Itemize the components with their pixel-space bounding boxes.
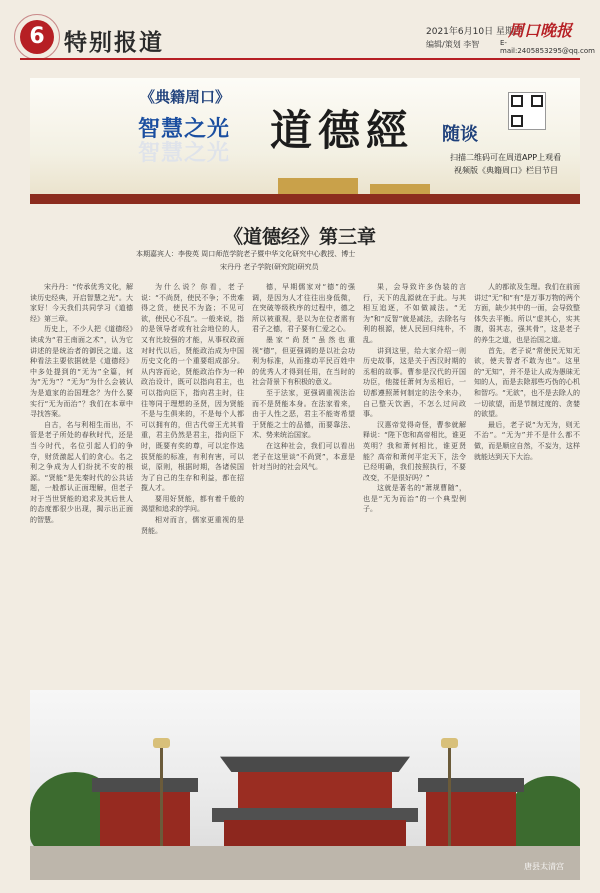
article-column-1	[30, 282, 133, 678]
article-title: 《道德经》第三章	[223, 226, 376, 248]
page-header	[0, 0, 600, 70]
column-banner	[30, 78, 580, 204]
issue-date: 2021年6月10日 星期四	[426, 27, 523, 37]
header-rule	[20, 58, 580, 60]
newspaper-logo: 周口晚报	[508, 21, 573, 40]
banner-scan-hint-1: 扫描二维码可在周道APP上观看	[450, 153, 562, 162]
side-hall-illustration	[100, 790, 190, 846]
paragraph: 自古，名与利相生而出，不管是老子所处的春秋时代，还是当今时代，名位引起人们的争夺，财货激起人们的贪心。名之利之争成为人们纷扰不安的根源。“贤能”是先秦时代的公共话题，一般都认正面理解，但老子对于当世贤能的追求及其后世人的态度都很少出现，揭示出正面的智慧。	[30, 420, 133, 525]
paragraph: 至于法家，更强调重视法治而不是贤能本身。在法家看来，由于人性之恶，君主不能寄希望于贤能之士的品德，而要靠法、术、势来统治国家。	[252, 388, 355, 440]
main-hall-illustration	[220, 750, 410, 846]
page-number-badge: 6	[20, 20, 54, 54]
paragraph: 历史上，不少人把《道德经》读成为“君王南面之术”，认为它讲述的是统治者的御民之道。这种看法主要依据就是《道德经》中多处提到的“无为”全篇，何为“无为”？“无为”为什么会被认为是道家的治国理念？为什么要实行“无为而治”？我们在本章中寻找答案。	[30, 325, 133, 419]
article-body	[30, 282, 580, 678]
paragraph: 相对而言，儒家更重视的是贤能。	[141, 516, 244, 535]
paragraph: 墨家“尚贤”虽然也重视“德”，但更强调的是以社会功利为标准，从而推动平民百姓中的优秀人才得到任用，在当时的社会背景下有积极的意义。	[252, 335, 355, 387]
article-author-line: 本期嘉宾人：李俊英 周口师范学院老子暨中华文化研究中心教授、博士	[136, 250, 356, 258]
courtyard-ground	[30, 846, 580, 880]
paragraph: 首先，老子说“常使民无知无欲，使夫智者不敢为也”。这里的“无知”，并不是让人成为愚昧无知的人，而是去除那些巧伪的心机和智巧。“无欲”，也不是去除人的一切欲望，而是节制过度的、贪婪的欲望。	[474, 346, 580, 419]
article-column-4	[363, 282, 466, 678]
paragraph: 为什么说？你看，老子说：“不尚贤，使民不争；不贵难得之货，使民不为盗；不见可欲，使民心不乱”。一般来说，指的是领导者或有社会地位的人，又有比较强的才能，从事权政面对时代以后，贤能政治成为中国历史文化的一个重要组成部分。从内容而论，贤能政治作为一种政治设计，既可以指向君主，也可以指向臣下，指向君主时，往往等同于理想的圣贤，因为贤能不是与生俱来的，不是每个人都可以拥有的，但古代帝王尤其看重，君主仍然是君主，指向臣下时，既要有奖的尊，可以定作选拔贤能的标准，有利有害，可以说，原则，根据时期，各诸侯国为了自己的生存和利益，都在招揽人才。	[141, 283, 244, 493]
banner-tao-te-ching-title: 道德經	[270, 106, 415, 155]
temple-photo	[30, 690, 580, 880]
side-hall-illustration	[426, 790, 516, 846]
editor-credits: 编辑/策划 李智	[426, 40, 480, 49]
banner-scan-hint-2: 视频版《典籍周口》栏目节目	[454, 166, 558, 175]
paragraph: 果，会导致许多伪装的言行，天下的乱源就在于此。与其相互追逐，不如做减法。“无为”和“反智”就是减法，去除名与利的根源，使人民回归纯朴，不乱。	[363, 283, 466, 344]
banner-smart-light: 智慧之光	[138, 117, 231, 142]
article-author-line: 宋丹丹 老子学院(研究院)研究员	[220, 263, 319, 271]
article-column-2	[141, 282, 244, 678]
paragraph: 在这种社会，我们可以看出老子在这里谈“不尚贤”，本意是针对当时的社会风气。	[252, 441, 355, 472]
paragraph: 讲到这里，给大家介绍一则历史故事，这是关于西汉时期的丞相的故事。曹参是汉代的开国功臣，他接任萧何为丞相后，一切都遵照萧何制定的法令来办，自己整天饮酒，不怎么过问政事。	[363, 346, 466, 419]
paragraph: 汉惠帝觉得奇怪，曹参就解释说：“陛下您和高帝相比，谁更英明？我和萧何相比，谁更贤能？高帝和萧何平定天下，法令已经明确，我们按照执行，不要改变，不是很好吗？”	[363, 420, 466, 482]
banner-series-name: 《典籍周口》	[140, 88, 231, 106]
lamp-post-illustration	[160, 746, 163, 846]
paragraph: 这就是著名的“萧规曹随”，也是“无为而治”的一个典型例子。	[363, 484, 466, 514]
photo-caption: 唐县太清宫	[524, 862, 564, 871]
lamp-post-illustration	[448, 746, 451, 846]
paragraph: 最后，老子说“为无为，则无不治”。“无为”并不是什么都不做，而是顺应自然，不妄为，这样就能达到天下大治。	[474, 420, 580, 461]
paragraph: 人的都欲及生理。我们在前面讲过“无”和“有”是万事万物的两个方面，缺少其中的一面，会导致整体失去平衡。所以“虚其心，实其腹，弱其志，强其骨”，这是老子的养生之道，也是治国之道。	[474, 283, 580, 344]
article-column-3	[252, 282, 355, 678]
banner-smart-reflection: 智慧之光	[138, 141, 231, 166]
paragraph: 要用好贤能，都有着千般的渴望和追求的学问。	[141, 494, 244, 514]
paragraph: 德，早期儒家对“德”的强调，是因为人才往往出身低微，在突破等级秩序的过程中，德之所以被重视，是以为在位者需有君子之德，君子要有仁爱之心。	[252, 283, 355, 334]
section-title: 特别报道	[64, 29, 164, 56]
article-column-5	[474, 282, 580, 678]
banner-subtitle: 随谈	[442, 124, 478, 145]
qr-code-icon[interactable]	[508, 92, 546, 130]
contact-email: E-mail:2405853295@qq.com	[500, 39, 595, 55]
paragraph: 宋丹丹：“传承优秀文化，解读历史经典，开启智慧之光”。大家好！今天我们共同学习《道德经》第三章。	[30, 283, 133, 323]
palace-wall-illustration	[30, 194, 580, 204]
